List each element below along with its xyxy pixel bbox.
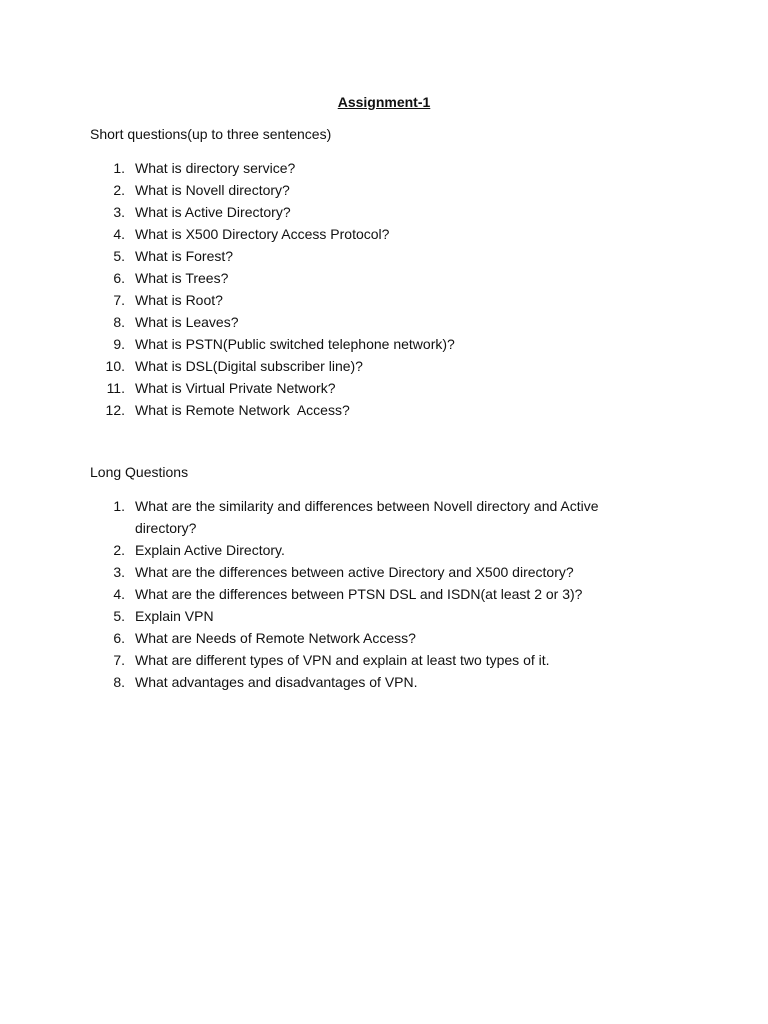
short-questions-list	[90, 157, 650, 421]
list-item	[90, 627, 650, 649]
list-item	[90, 377, 650, 399]
item-text: What are the differences between PTSN DSL and ISDN(at least 2 or 3)?	[135, 586, 583, 602]
item-number: 5.	[113, 608, 125, 624]
item-text: What is Trees?	[135, 270, 229, 286]
list-item	[90, 355, 650, 377]
item-text: What is Remote Network Access?	[135, 402, 350, 418]
item-text: Explain Active Directory.	[135, 542, 285, 558]
item-text: What is Novell directory?	[135, 182, 290, 198]
item-number: 7.	[113, 292, 125, 308]
list-item	[90, 245, 650, 267]
list-item	[90, 649, 650, 671]
item-number: 2.	[113, 182, 125, 198]
item-number: 7.	[113, 652, 125, 668]
item-number: 2.	[113, 542, 125, 558]
item-text: What is Root?	[135, 292, 223, 308]
list-item	[90, 399, 650, 421]
list-item	[90, 289, 650, 311]
item-text: What advantages and disadvantages of VPN.	[135, 674, 418, 690]
list-item	[90, 539, 650, 561]
item-number: 5.	[113, 248, 125, 264]
list-item	[90, 157, 650, 179]
item-text: What is Virtual Private Network?	[135, 380, 336, 396]
item-number: 9.	[113, 336, 125, 352]
item-text: Explain VPN	[135, 608, 214, 624]
list-item	[90, 333, 650, 355]
item-number: 10.	[105, 358, 125, 374]
item-text: What is Leaves?	[135, 314, 239, 330]
item-text: What is PSTN(Public switched telephone network)?	[135, 336, 455, 352]
item-text: What are the differences between active Directory and X500 directory?	[135, 564, 574, 580]
item-text: What is X500 Directory Access Protocol?	[135, 226, 390, 242]
item-number: 4.	[113, 586, 125, 602]
item-text: What is Active Directory?	[135, 204, 291, 220]
item-number: 1.	[113, 498, 125, 514]
long-questions-list	[90, 495, 650, 693]
item-text: What is Forest?	[135, 248, 234, 264]
item-text: What are Needs of Remote Network Access?	[135, 630, 416, 646]
item-number: 6.	[113, 630, 125, 646]
item-text: What is DSL(Digital subscriber line)?	[135, 358, 363, 374]
item-number: 12.	[105, 402, 125, 418]
item-number: 3.	[113, 564, 125, 580]
list-item	[90, 671, 650, 693]
list-item	[90, 311, 650, 333]
item-text: What are different types of VPN and explain at least two types of it.	[135, 652, 550, 668]
long-questions-heading: Long Questions	[90, 464, 189, 480]
item-number: 6.	[113, 270, 125, 286]
list-item	[90, 223, 650, 245]
list-item	[90, 201, 650, 223]
list-item	[90, 267, 650, 289]
list-item	[90, 583, 650, 605]
short-questions-heading: Short questions(up to three sentences)	[90, 126, 332, 142]
list-item	[90, 605, 650, 627]
item-number: 3.	[113, 204, 125, 220]
item-number: 8.	[113, 674, 125, 690]
item-number: 4.	[113, 226, 125, 242]
item-number: 8.	[113, 314, 125, 330]
item-number: 11.	[106, 380, 125, 396]
list-item	[90, 495, 650, 539]
list-item	[90, 561, 650, 583]
list-item	[90, 179, 650, 201]
item-number: 1.	[113, 160, 125, 176]
document-title: Assignment-1	[337, 94, 431, 110]
item-text: What is directory service?	[135, 160, 296, 176]
item-text: What are the similarity and differences between Novell directory and Active directory?	[135, 498, 599, 536]
